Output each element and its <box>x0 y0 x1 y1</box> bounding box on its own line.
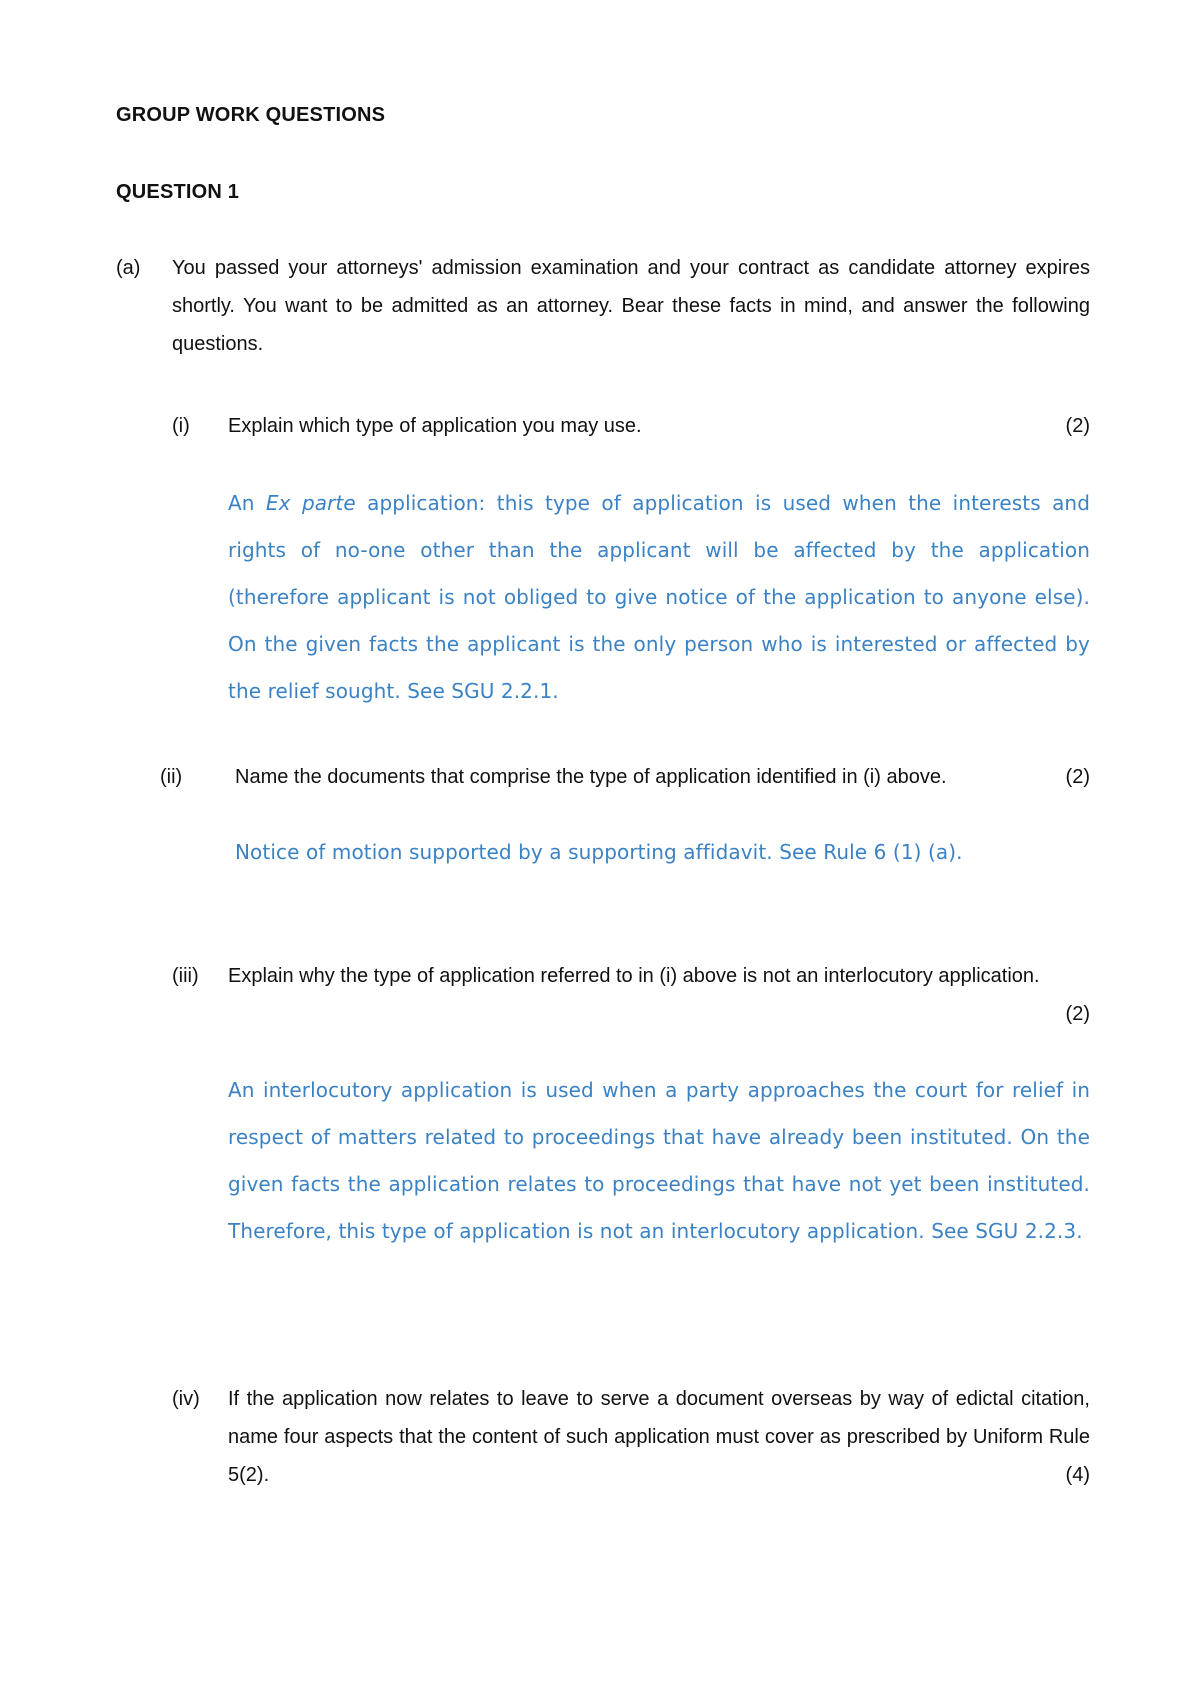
part-a-text: You passed your attorneys' admission examination and your contract as candidate attorney expires shortly. You want to be admitted as an attorney. Bear these facts in mind, and answer the following questions. <box>172 257 1090 355</box>
item-i-question: Explain which type of application you may use. <box>228 415 642 437</box>
item-i-answer-rest: application: this type of application is used when the interests and rights of no-one other than the applicant will be affected by the application (therefore applicant is not obliged to give notice of the application to anyone else). On the given facts the applicant is the only person who is interested or affected by the relief sought. See SGU 2.2.1. <box>228 491 1091 703</box>
question-heading: QUESTION 1 <box>116 181 240 203</box>
item-iv-question: If the application now relates to leave to serve a document overseas by way of edictal citation, name four aspects that the content of such application must cover as prescribed by Uniform Rule 5(2). <box>228 1388 1090 1486</box>
item-i-label: (i) <box>172 415 190 437</box>
item-i-answer <box>228 480 1090 715</box>
document-title: GROUP WORK QUESTIONS <box>116 104 386 126</box>
item-iii-question: Explain why the type of application referred to in (i) above is not an interlocutory application. <box>228 965 1040 987</box>
item-iv-marks: (4) <box>1065 1464 1090 1486</box>
item-ii-answer: Notice of motion supported by a supporting affidavit. See Rule 6 (1) (a). <box>235 840 963 864</box>
item-i-answer-lead: An <box>228 491 266 515</box>
item-ii-question: Name the documents that comprise the type of application identified in (i) above. <box>235 766 947 788</box>
item-iii-marks: (2) <box>1065 1003 1090 1025</box>
item-iii-answer: An interlocutory application is used when a party approaches the court for relief in respect of matters related to proceedings that have already been instituted. On the given facts the application relates to proceedings that have not yet been instituted. Therefore, this type of application is not an interlocutory application. See SGU 2.2.3. <box>228 1078 1090 1243</box>
item-iii-label: (iii) <box>172 965 199 987</box>
item-i-marks: (2) <box>1065 415 1090 437</box>
item-iv-label: (iv) <box>172 1388 200 1410</box>
item-i-answer-emphasis: Ex parte <box>265 491 356 515</box>
part-a-label: (a) <box>116 257 141 279</box>
item-ii-label: (ii) <box>160 766 183 788</box>
item-ii-marks: (2) <box>1065 766 1090 788</box>
